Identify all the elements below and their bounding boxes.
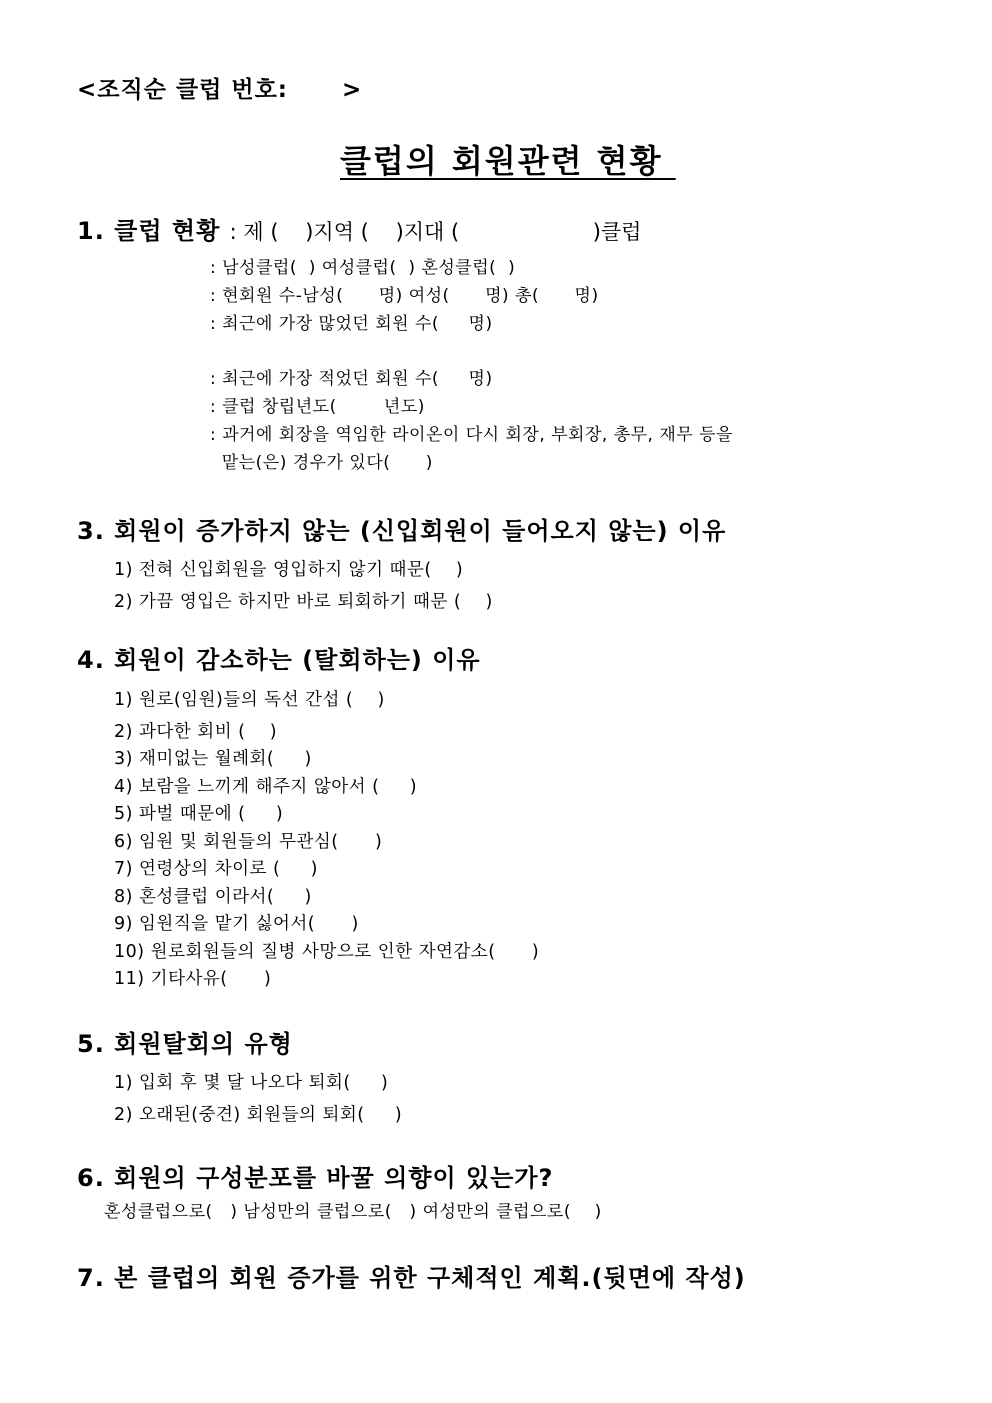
section5-item: 1) 입회 후 몇 달 나오다 퇴회( )	[114, 1073, 389, 1093]
section1-item: : 남성클럽( ) 여성클럽( ) 혼성클럽( )	[210, 258, 516, 278]
section4-item: 2) 과다한 회비 ( )	[114, 722, 278, 742]
section4-item: 6) 임원 및 회원들의 무관심( )	[114, 832, 383, 852]
section1-item: 맡는(은) 경우가 있다( )	[210, 453, 433, 473]
section3-item: 2) 가끔 영입은 하지만 바로 퇴회하기 때문 ( )	[114, 592, 493, 612]
section4-item: 3) 재미없는 월례회( )	[114, 749, 312, 769]
section4-item: 10) 원로회원들의 질병 사망으로 인한 자연감소( )	[114, 942, 540, 962]
section6-heading: 6. 회원의 구성분포를 바꿀 의향이 있는가?	[77, 1164, 554, 1192]
section1-item: : 클럽 창립년도( 년도)	[210, 397, 425, 417]
section1-item: : 과거에 회장을 역임한 라이온이 다시 회장, 부회장, 총무, 재무 등을	[210, 425, 733, 445]
section1-heading	[77, 219, 641, 243]
section5-item: 2) 오래된(중견) 회원들의 퇴회( )	[114, 1105, 403, 1125]
section4-item: 4) 보람을 느끼게 해주지 않아서 ( )	[114, 777, 418, 797]
section6-item: 혼성클럽으로( ) 남성만의 클럽으로( ) 여성만의 클럽으로( )	[104, 1202, 602, 1222]
section4-item: 8) 혼성클럽 이라서( )	[114, 887, 312, 907]
section4-item: 1) 원로(임원)들의 독선 간섭 ( )	[114, 690, 385, 710]
section7-heading: 7. 본 클럽의 회원 증가를 위한 구체적인 계획.(뒷면에 작성)	[77, 1264, 746, 1292]
section1-heading-text: 1. 클럽 현황	[77, 217, 230, 245]
section1-item: : 최근에 가장 적었던 회원 수( 명)	[210, 369, 493, 389]
section4-item: 9) 임원직을 맡기 싫어서( )	[114, 914, 359, 934]
section3-heading: 3. 회원이 증가하지 않는 (신입회원이 들어오지 않는) 이유	[77, 517, 727, 545]
section4-item: 5) 파벌 때문에 ( )	[114, 804, 284, 824]
section1-club-fields: : 제 ( )지역 ( )지대 ( )클럽	[229, 220, 642, 244]
section4-heading: 4. 회원이 감소하는 (탈회하는) 이유	[77, 646, 481, 674]
section4-item: 7) 연령상의 차이로 ( )	[114, 859, 318, 879]
section3-item: 1) 전혀 신입회원을 영입하지 않기 때문( )	[114, 560, 464, 580]
page-title: 클럽의 회원관련 현황	[340, 142, 676, 180]
section5-heading: 5. 회원탈회의 유형	[77, 1030, 293, 1058]
section1-item: : 현회원 수-남성( 명) 여성( 명) 총( 명)	[210, 286, 599, 306]
section1-item: : 최근에 가장 많었던 회원 수( 명)	[210, 314, 493, 334]
club-number-label: <조직순 클럽 번호: >	[77, 77, 363, 103]
section4-item: 11) 기타사유( )	[114, 969, 272, 989]
